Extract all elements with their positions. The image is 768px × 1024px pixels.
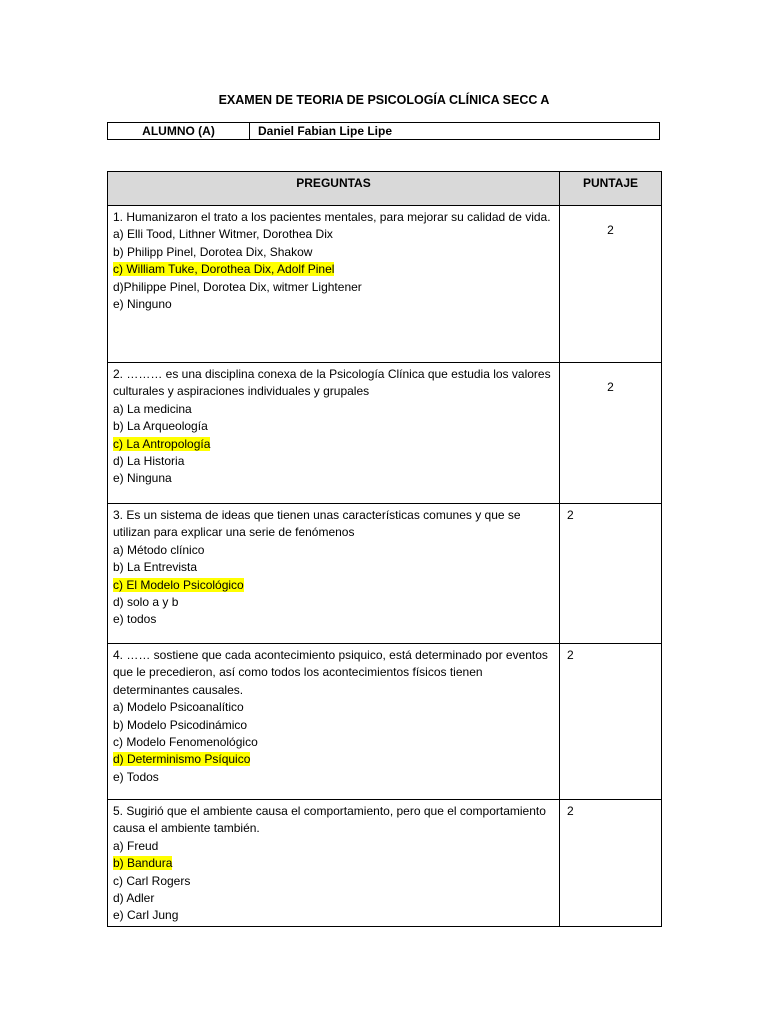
questions-table [107,171,662,927]
answer-option [113,296,554,313]
answer-option-highlighted [113,436,554,453]
answer-option [113,890,554,907]
question-text: 2. ……… es una disciplina conexa de la Psicología Clínica que estudia los valores culturales y aspiraciones individuales y grupales [113,367,551,399]
answer-option [113,244,554,261]
answer-option-text: a) Método clínico [113,542,205,557]
answer-option [113,717,554,734]
answer-option-text: b) Modelo Psicodinámico [113,717,248,732]
question-cell [108,363,560,504]
score-cell: 2 [560,644,662,800]
answer-option-text: c) La Antropología [113,436,211,451]
student-name: Daniel Fabian Lipe Lipe [258,124,393,138]
header-questions: PREGUNTAS [108,172,560,206]
answer-option-text: c) William Tuke, Dorothea Dix, Adolf Pinel [113,262,335,277]
score-cell: 2 [560,363,662,504]
answer-option [113,734,554,751]
answer-option [113,559,554,576]
answer-option-text: e) Todos [113,769,159,784]
student-label: ALUMNO (A) [108,123,250,139]
header-score: PUNTAJE [560,172,662,206]
answer-option-text: c) El Modelo Psicológico [113,577,244,592]
answer-option-text: e) todos [113,612,157,627]
answer-option [113,769,554,786]
table-row [108,800,662,927]
exam-title: EXAMEN DE TEORIA DE PSICOLOGÍA CLÍNICA SECC A [218,93,550,107]
answer-option [113,611,554,628]
answer-option-text: e) Carl Jung [113,908,179,923]
answer-option [113,453,554,470]
question-text: 1. Humanizaron el trato a los pacientes mentales, para mejorar su calidad de vida. [113,210,551,224]
answer-option-highlighted [113,855,554,872]
answer-option [113,542,554,559]
question-cell [108,644,560,800]
answer-option-text: c) Modelo Fenomenológico [113,735,258,750]
answer-option-text: d) solo a y b [113,595,179,610]
table-header-row [108,172,662,206]
answer-option-text: e) Ninguna [113,471,172,486]
question-cell [108,800,560,927]
answer-option-text: d) Determinismo Psíquico [113,752,251,767]
question-text: 5. Sugirió que el ambiente causa el comportamiento, pero que el comportamiento causa el ambiente también. [113,804,546,836]
answer-option-text: e) Ninguno [113,297,172,312]
answer-option [113,470,554,487]
answer-option [113,279,554,296]
answer-option-text: a) Elli Tood, Lithner Witmer, Dorothea Dix [113,227,333,242]
table-row [108,644,662,800]
answer-option-text: d) Adler [113,891,155,906]
score-cell: 2 [560,504,662,644]
score-cell: 2 [560,800,662,927]
table-row [108,504,662,644]
answer-option [113,226,554,243]
answer-option [113,401,554,418]
answer-option [113,594,554,611]
table-row [108,363,662,504]
answer-option-text: c) Carl Rogers [113,873,191,888]
table-row [108,206,662,363]
answer-option [113,418,554,435]
answer-option-text: b) La Arqueología [113,419,208,434]
answer-option [113,699,554,716]
answer-option [113,907,554,924]
answer-option-highlighted [113,751,554,768]
answer-option-text: b) Philipp Pinel, Dorotea Dix, Shakow [113,244,313,259]
student-box [107,122,660,140]
question-cell [108,206,560,363]
answer-option-text: d)Philippe Pinel, Dorotea Dix, witmer Lightener [113,279,362,294]
answer-option-text: d) La Historia [113,454,185,469]
answer-option-text: b) Bandura [113,856,173,871]
answer-option-text: b) La Entrevista [113,560,198,575]
answer-option-text: a) La medicina [113,401,192,416]
answer-option-highlighted [113,261,554,278]
answer-option-text: a) Freud [113,838,159,853]
question-text: 3. Es un sistema de ideas que tienen unas características comunes y que se utilizan para explicar una serie de fenómenos [113,508,521,540]
answer-option [113,873,554,890]
answer-option-highlighted [113,577,554,594]
questions-body [108,206,662,927]
answer-option-text: a) Modelo Psicoanalítico [113,700,244,715]
question-text: 4. …… sostiene que cada acontecimiento psiquico, está determinado por eventos que le precedieron, así como todos los acontecimientos físicos tienen determinantes causales. [113,648,548,697]
answer-option [113,838,554,855]
score-cell: 2 [560,206,662,363]
question-cell [108,504,560,644]
